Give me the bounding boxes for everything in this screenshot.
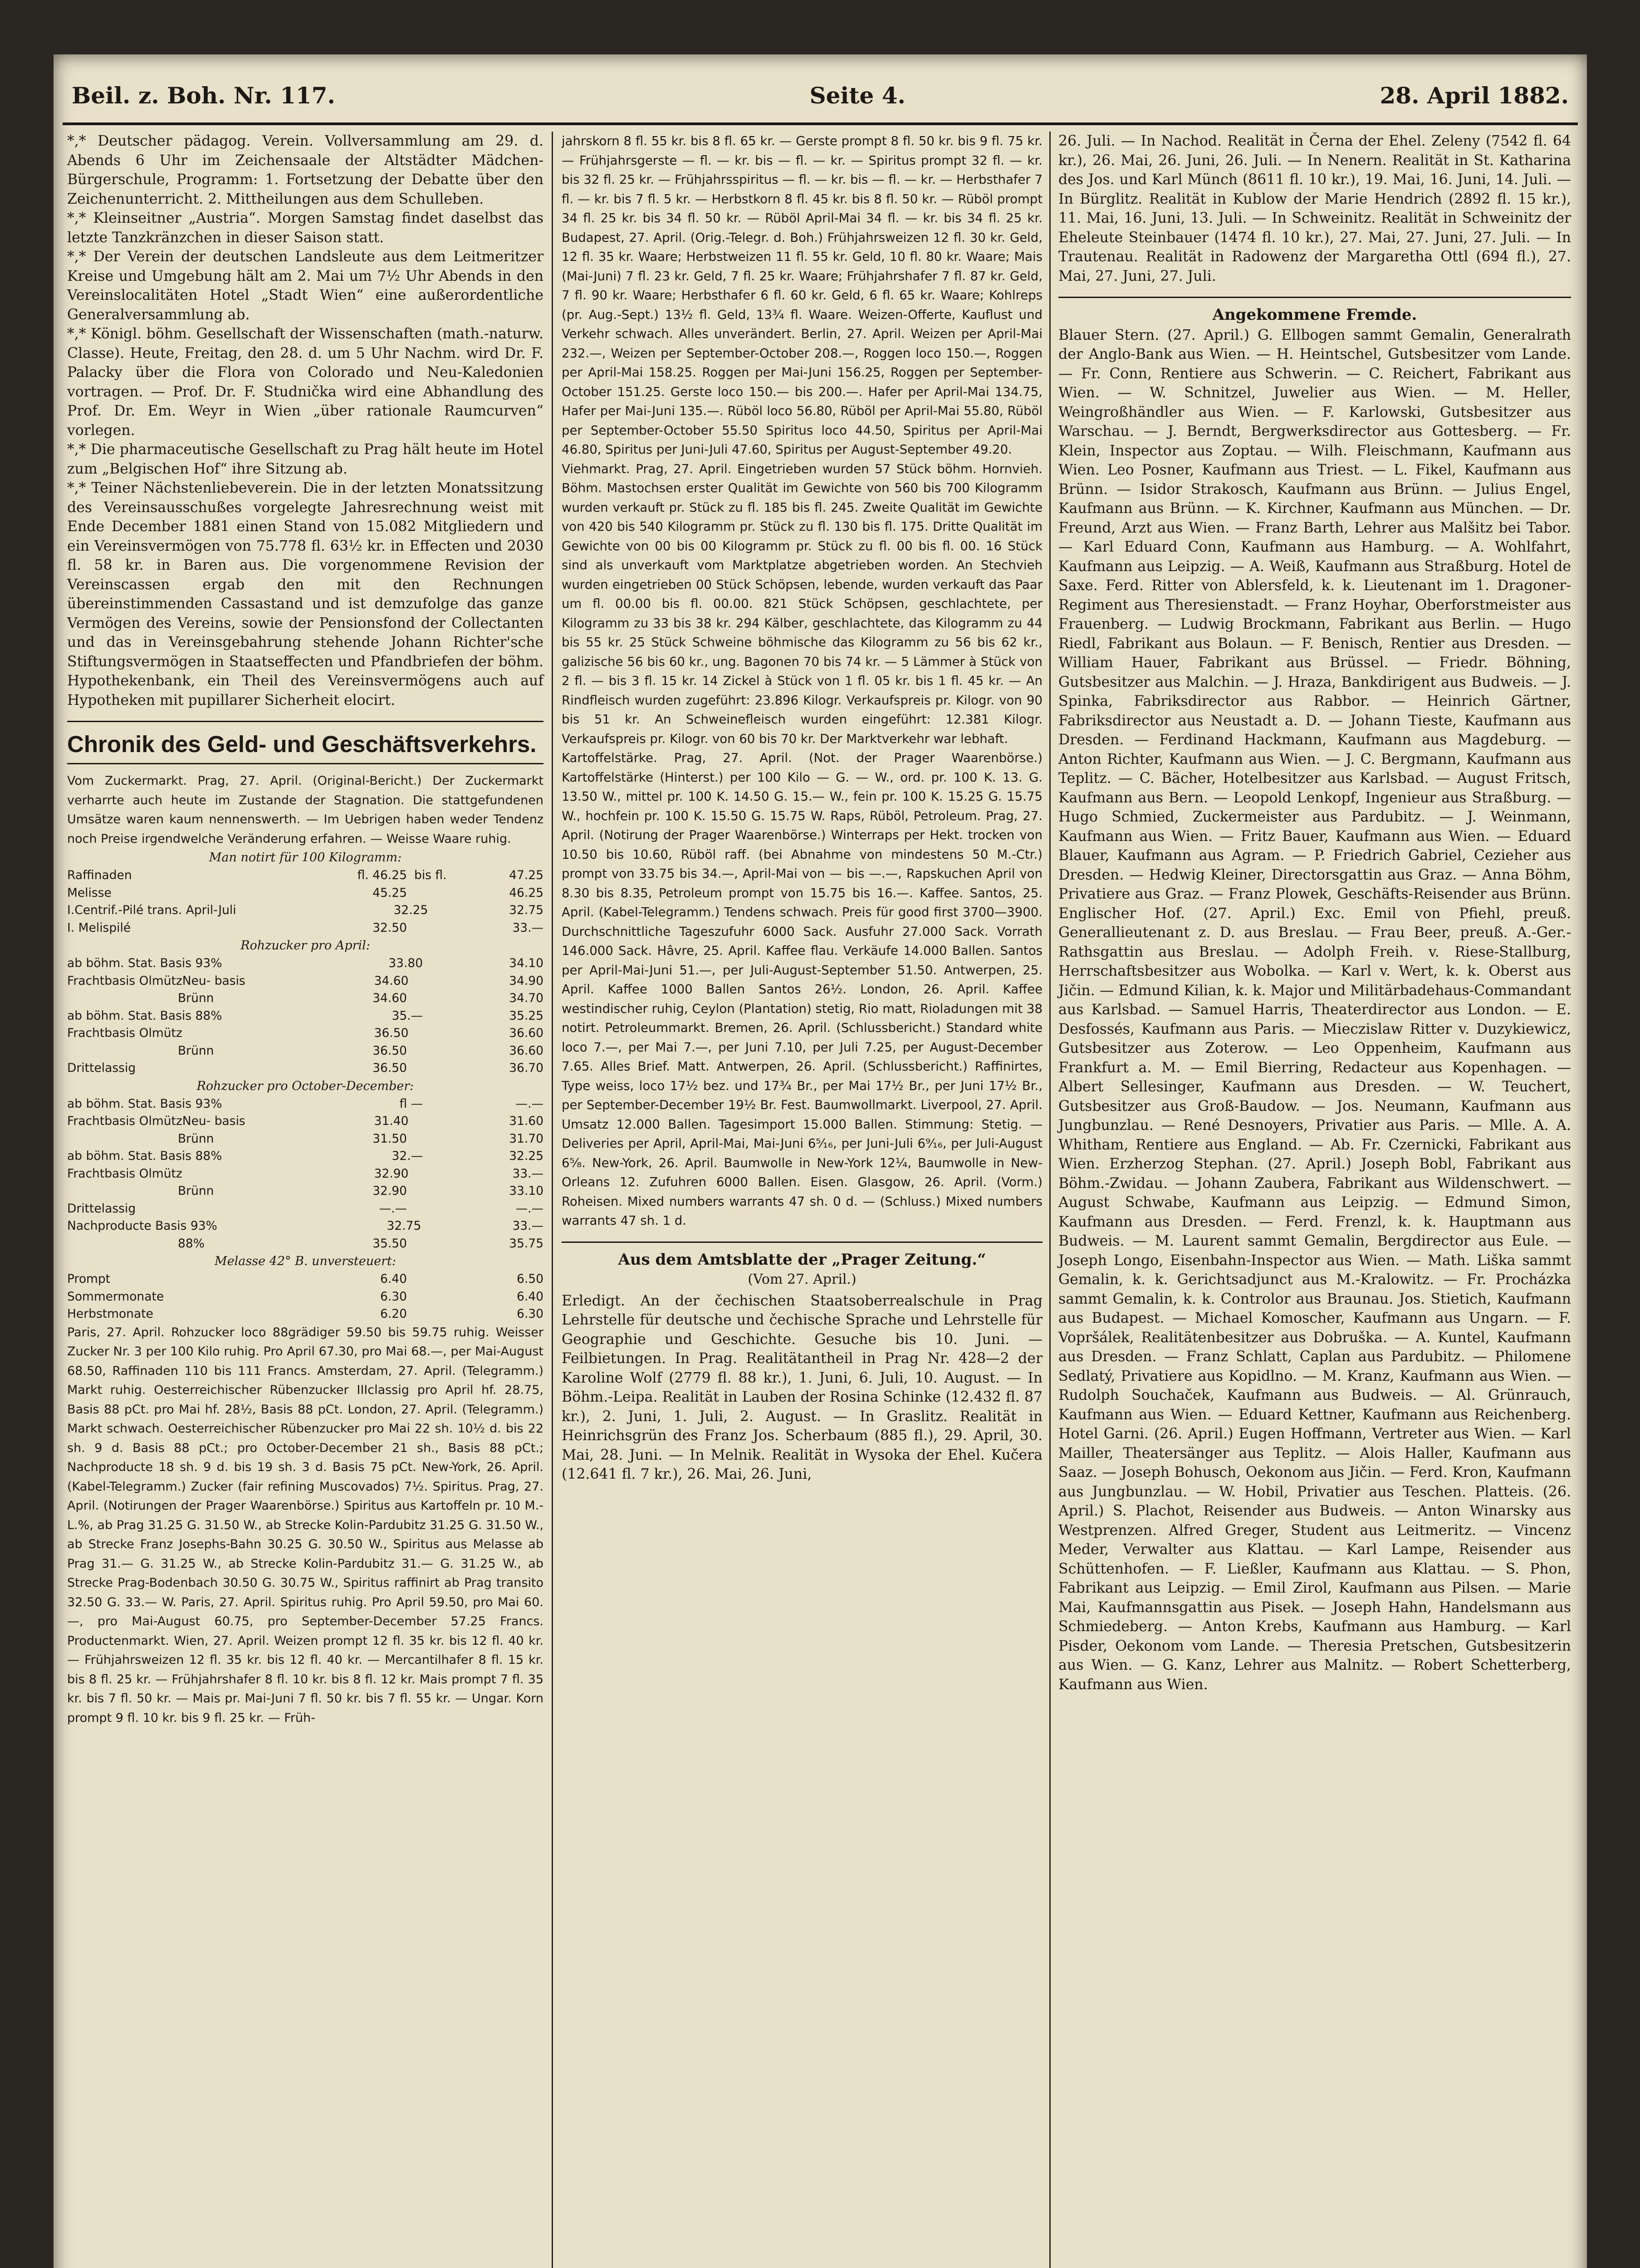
column-divider bbox=[1049, 132, 1051, 2268]
price-to: 6.50 bbox=[516, 1272, 543, 1286]
price-row bbox=[67, 1288, 543, 1306]
price-condition bbox=[236, 902, 366, 919]
market-reports: Paris, 27. April. Rohzucker loco 88grädiger 59.50 bis 59.75 ruhig. Weisser Zucker Nr. 3 per 100 Kilo ruhig. Pro April 67.30, pro Mai 68.—, per Mai-August 68.50, Raffinaden 110 bis 111 Francs. Amsterdam, 27. April. (Telegramm.) Markt ruhig. Oesterreichischer Rübenzucker IIIclassig pro April hf. 28.75, Basis 88 pCt. pro Mai hf. 28½, Basis 88 pCt. London, 27. April. (Telegramm.) Markt schwach. Oesterreichischer Rübenzucker pro Mai 22 sh. 10½ d. bis 22 sh. 9 d. Basis 88 pCt.; pro October-December 21 sh., Basis 88 pCt.; Nachproducte 18 sh. 9 d. bis 19 sh. 3 d. Basis 75 pCt. New-York, 26. April. (Kabel-Telegramm.) Zucker (fair refining Muscovados) 7½. Spiritus. Prag, 27. April. (Notirungen der Prager Waarenbörse.) Spiritus aus Kartoffeln pr. 10 M.-L.%, ab Prag 31.25 G. 31.50 W., ab Strecke Kolin-Pardubitz 31.25 G. 31.50 W., ab Strecke Franz Josephs-Bahn 30.25 G. 30.50 W., Spiritus aus Melasse ab Prag 31.— G. 31.25 W., ab Strecke Kolin-Pardubitz 31.— G. 31.25 W., ab Strecke Prag-Bodenbach 30.50 G. 30.75 W., Spiritus raffinirt ab Prag transito 32.50 G. 33.— W. Paris, 27. April. Spiritus ruhig. Pro April 59.50, pro Mai 60.—, pro Mai-August 60.75, pro September-December 57.25 Francs. Productenmarkt. Wien, 27. April. Weizen prompt 12 fl. 35 kr. bis 12 fl. 40 kr. — Frühjahrsweizen 12 fl. 35 kr. bis 12 fl. 40 kr. — Mercantilhafer 8 fl. 15 kr. bis 8 fl. 25 kr. — Frühjahrshafer 8 fl. 10 kr. bis 8 fl. 12 kr. Mais prompt 7 fl. 35 kr. bis 7 fl. 50 kr. — Mais pr. Mai-Juni 7 fl. 50 kr. bis 7 fl. 55 kr. — Ungar. Korn prompt 9 fl. 10 kr. bis 9 fl. 25 kr. — Früh- bbox=[67, 1325, 543, 1725]
price-row bbox=[67, 1165, 543, 1183]
price-condition bbox=[182, 1025, 335, 1042]
notice-gesellschaft-wissenschaften: *,* Königl. böhm. Gesellschaft der Wissenschaften (math.-naturw. Classe). Heute, Freitag, den 28. d. um 5 Uhr Nachm. wird Dr. F. Palacky über die Flora von Colorado und Neu-Kaledonien vortragen. — Prof. Dr. F. Studnička wird eine Abhandlung des Prof. Dr. Em. Weyr in Wien „über rationale Raumcurven“ vorlegen. bbox=[67, 326, 543, 439]
price-condition bbox=[217, 1217, 355, 1235]
price-condition bbox=[222, 1148, 357, 1165]
price-condition bbox=[178, 885, 332, 902]
price-condition bbox=[222, 1007, 357, 1025]
price-row bbox=[67, 1271, 543, 1288]
column-2 bbox=[562, 132, 1043, 2268]
price-to: 36.70 bbox=[509, 1061, 543, 1075]
price-label: Herbstmonate bbox=[67, 1307, 153, 1321]
price-condition bbox=[182, 1165, 335, 1183]
price-from: 6.30 bbox=[380, 1289, 407, 1304]
price-from: 6.20 bbox=[380, 1307, 407, 1321]
cattle-market-report: Viehmarkt. Prag, 27. April. Eingetrieben wurden 57 Stück böhm. Hornvieh. Böhm. Mastochsen erster Qualität im Gewichte von 560 bis 700 Kilogramm wurden verkauft pr. Stück zu fl. 185 bis fl. 245. Zweite Qualität im Gewichte von 420 bis 540 Kilogramm pr. Stück zu fl. 130 bis fl. 175. Dritte Qualität im Gewichte von 00 bis 00 Kilogramm pr. Stück zu fl. 00 bis fl. 00. 16 Stück sind als unverkauft vom Marktplatze abgetrieben worden. An Stechvieh wurden eingetrieben 00 Stück Schöpsen, lebende, wurden verkauft das Paar um fl. 00.00 bis fl. 00.00. 821 Stück Schöpsen, geschlachtete, per Kilogramm zu 33 bis 38 kr. 294 Kälber, geschlachtete, das Kilogramm zu 44 bis 55 kr. 25 Stück Schweine böhmische das Kilogramm zu 56 bis 62 kr., galizische 56 bis 60 kr., ung. Bagonen 70 bis 74 kr. — 5 Lämmer à Stück von 2 fl. — bis 3 fl. 15 kr. 14 Zickel à Stück von 1 fl. 05 kr. bis 1 fl. 45 kr. — An Rindfleisch wurden zugeführt: 23.896 Kilogr. Verkaufspreis pr. Kilogr. von 90 bis 51 kr. An Schweinefleisch wurden eingeführt: 12.381 Kilogr. Verkaufspreis pr. Kilogr. von 60 bis 70 kr. Der Marktverkehr war lebhaft. bbox=[562, 461, 1043, 746]
price-from: 36.50 bbox=[372, 1043, 407, 1058]
price-condition bbox=[178, 919, 332, 937]
notice-landsleute-verein: *,* Der Verein der deutschen Landsleute aus dem Leitmeritzer Kreise und Umgebung hält am 2. Mai um 7½ Uhr Abends in den Vereinslocalitäten Hotel „Stadt Wien“ eine außerordentliche Generalversammlung ab. bbox=[67, 249, 543, 323]
price-to: 33.— bbox=[512, 1219, 544, 1233]
price-from: 31.40 bbox=[374, 1114, 409, 1128]
price-from: 33.80 bbox=[388, 956, 423, 970]
price-table-heading: Melasse 42° B. unversteuert: bbox=[215, 1254, 396, 1268]
price-to: —.— bbox=[515, 1096, 543, 1111]
price-condition: Brünn bbox=[178, 1131, 214, 1146]
price-label: Frachtbasis Olmütz bbox=[67, 1026, 182, 1040]
price-row bbox=[67, 1217, 543, 1235]
column-1 bbox=[67, 132, 543, 2268]
price-condition: Neu- basis bbox=[182, 973, 245, 988]
price-condition: Brünn bbox=[178, 1184, 214, 1198]
price-to: 33.— bbox=[512, 920, 543, 935]
price-from: 32.— bbox=[392, 1149, 423, 1163]
section-rule bbox=[67, 721, 543, 722]
price-to: 32.75 bbox=[509, 903, 543, 917]
price-from: 45.25 bbox=[372, 885, 407, 900]
price-row bbox=[67, 885, 543, 902]
grain-market-reports: jahrskorn 8 fl. 55 kr. bis 8 fl. 65 kr. — Gerste prompt 8 fl. 50 kr. bis 9 fl. 75 kr. — Frühjahrsgerste — fl. — kr. bis — fl. — kr. — Spiritus prompt 32 fl. — kr. bis 32 fl. 25 kr. — Frühjahrsspiritus — fl. — kr. bis — fl. — kr. — Herbsthafer 7 fl. — kr. bis 7 fl. 5 kr. — Herbstkorn 8 fl. 45 kr. bis 8 fl. 50 kr. — Rüböl prompt 34 fl. 25 kr. bis 34 fl. 50 kr. — Rüböl April-Mai 34 fl. — kr. bis 34 fl. 25 kr. Budapest, 27. April. (Orig.-Telegr. d. Boh.) Frühjahrsweizen 12 fl. 30 kr. Geld, 12 fl. 35 kr. Waare; Herbstweizen 11 fl. 55 kr. Geld, 10 fl. 80 kr. Waare; Mais (Mai-Juni) 7 fl. 23 kr. Geld, 7 fl. 25 kr. Waare; Frühjahrshafer 7 fl. 87 kr. Geld, 7 fl. 90 kr. Waare; Herbsthafer 6 fl. 60 kr. Geld, 6 fl. 65 kr. Waare; Kohlreps (pr. Aug.-Sept.) 13½ fl. Geld, 13¾ fl. Waare. Weizen-Offerte, Kauflust und Verkehr schwach. Alles unverändert. Berlin, 27. April. Weizen per April-Mai 232.—, Weizen per September-October 208.—, Roggen loco 150.—, Roggen per April-Mai 158.25. Roggen per Mai-Juni 156.25, Roggen per September-October 151.25. Gerste loco 150.— bis 200.—. Hafer per April-Mai 134.75, Hafer per Mai-Juni 135.—. Rüböl loco 56.80, Rüböl per April-Mai 55.80, Rüböl per September-October 55.50 Spiritus loco 44.50, Spiritus per April-Mai 46.80, Spiritus per Juni-Juli 47.60, Spiritus per August-September 49.20. bbox=[562, 134, 1043, 457]
price-from: 32.25 bbox=[393, 903, 428, 917]
price-row bbox=[67, 1025, 543, 1042]
header-rule bbox=[63, 122, 1578, 125]
header-date: 28. April 1882. bbox=[1380, 82, 1569, 109]
price-row bbox=[67, 1007, 543, 1025]
price-table-heading: Rohzucker pro April: bbox=[240, 938, 370, 953]
price-row bbox=[67, 1130, 543, 1148]
price-row bbox=[67, 1095, 543, 1113]
price-label: Frachtbasis Olmütz bbox=[67, 1114, 182, 1128]
official-gazette-date: (Vom 27. April.) bbox=[748, 1271, 857, 1287]
official-gazette-heading: Aus dem Amtsblatte der „Prager Zeitung.“ bbox=[618, 1250, 986, 1269]
price-row bbox=[67, 1113, 543, 1130]
price-condition: 88% bbox=[178, 1236, 205, 1251]
price-label bbox=[67, 1235, 178, 1253]
price-label: Frachtbasis Olmütz bbox=[67, 1166, 182, 1181]
price-table-heading: Man notirt für 100 Kilogramm: bbox=[209, 850, 402, 865]
price-to: 47.25 bbox=[509, 868, 543, 882]
section-rule bbox=[1058, 297, 1571, 298]
price-label: Sommermonate bbox=[67, 1289, 164, 1304]
price-condition bbox=[178, 1271, 332, 1288]
price-label bbox=[67, 990, 178, 1007]
price-to: 6.30 bbox=[516, 1307, 543, 1321]
price-to: 6.40 bbox=[516, 1289, 543, 1304]
price-row bbox=[67, 902, 543, 919]
price-from: fl. 46.25 bbox=[357, 868, 407, 882]
price-label: Melisse bbox=[67, 885, 112, 900]
price-to: 34.70 bbox=[509, 991, 543, 1005]
price-row bbox=[67, 1235, 543, 1253]
price-to: 33.10 bbox=[509, 1184, 543, 1198]
price-from: 32.90 bbox=[372, 1184, 407, 1198]
price-table-3 bbox=[67, 1095, 543, 1253]
price-label: Frachtbasis Olmütz bbox=[67, 973, 182, 988]
price-row bbox=[67, 919, 543, 937]
price-label: ab böhm. Stat. Basis 88% bbox=[67, 1008, 222, 1023]
price-row: Raffinaden fl. 46.25 bis fl. 47.25 bbox=[67, 867, 543, 885]
notice-austria: *,* Kleinseitner „Austria“. Morgen Samstag findet daselbst das letzte Tanzkränzchen in dieser Saison statt. bbox=[67, 210, 543, 246]
price-from: 34.60 bbox=[372, 991, 407, 1005]
price-condition bbox=[178, 1060, 332, 1077]
arrivals-list: Blauer Stern. (27. April.) G. Ellbogen sammt Gemalin, Generalrath der Anglo-Bank aus Wien. — H. Heintschel, Gutsbesitzer vom Lande. — Fr. Conn, Rentiere aus Schwerin. — C. Reichert, Fabrikant aus Wien. — W. Schnitzel, Juwelier aus Wien. — M. Heller, Weingroßhändler aus Wien. — F. Karlowski, Gutsbesitzer aus Warschau. — J. Berndt, Bergwerksdirector aus Gottesberg. — Fr. Klein, Inspector aus Zoptau. — Wilh. Fleischmann, Kaufmann aus Wien. Leo Posner, Kaufmann aus Triest. — L. Fikel, Kaufmann aus Brünn. — Isidor Strakosch, Kaufmann aus Brünn. — Julius Engel, Kaufmann aus Brünn. — K. Kirchner, Kaufmann aus München. — Dr. Freund, Arzt aus Wien. — Franz Barth, Lehrer aus Malšitz bei Tabor. — Karl Eduard Conn, Kaufmann aus Hamburg. — A. Wohlfahrt, Kaufmann aus Leipzig. — A. Weiß, Kaufmann aus Straßburg. Hotel de Saxe. Ferd. Ritter von Ablersfeld, k. k. Lieutenant im 1. Dragoner-Regiment aus Theresienstadt. — Franz Hoyhar, Oberforstmeister aus Frauenberg. — Ludwig Brockmann, Fabrikant aus Berlin. — Hugo Riedl, Fabrikant aus Bolaun. — F. Benisch, Rentier aus Dresden. — William Hauer, Fabrikant aus Brüssel. — Friedr. Böhning, Gutsbesitzer aus Malchin. — J. Hraza, Bankdirigent aus Budweis. — J. Spinka, Fabriksdirector aus Rabbor. — Heinrich Gärtner, Fabriksdirector aus Neustadt a. D. — Johann Tieste, Kaufmann aus Dresden. — Ferdinand Hackmann, Kaufmann aus Magdeburg. — Anton Richter, Kaufmann aus Wien. — J. C. Bergmann, Kaufmann aus Teplitz. — C. Bächer, Hotelbesitzer aus Karlsbad. — August Fritsch, Kaufmann aus Bern. — Leopold Lenkopf, Ingenieur aus Straßburg. — Hugo Schmied, Zuckermeister aus Pardubitz. — J. Weinmann, Kaufmann aus Wien. — Fritz Bauer, Kaufmann aus Wien. — Eduard Blauer, Kaufmann aus Agram. — P. Friedrich Gabriel, Cezieher aus Dresden. — Hedwig Kleiner, Directorsgattin aus Graz. — Anna Böhm, Privatiere aus Graz. — Franz Plowek, Geschäfts-Reisender aus Brünn. Englischer Hof. (27. April.) Exc. Emil von Pfiehl, preuß. Generallieutenant z. D. aus Breslau. — Frau Beer, preuß. A.-Ger.-Rathsgattin aus Breslau. — Adolph Freih. v. Riese-Stallburg, Herrschaftsbesitzer aus Wobolka. — Karl v. Wert, k. k. Oberst aus Jičin. — Edmund Kilian, k. k. Major und Militärbadehaus-Commandant aus Karlsbad. — Samuel Harris, Theaterdirector aus London. — E. Desfossés, Kaufmann aus Paris. — Mieczislaw Ritter v. Duzykiewicz, Gutsbesitzer aus Zoterow. — Leo Oppenheim, Kaufmann aus Frankfurt a. M. — Emil Bierring, Redacteur aus Kopenhagen. — Albert Sellesinger, Kaufmann aus Dresden. — W. Teuchert, Gutsbesitzer aus Groß-Baudow. — Jos. Neumann, Kaufmann aus Jungbunzlau. — René Desnoyers, Privatier aus Paris. — Mlle. A. A. Whitham, Rentiere aus England. — Ab. Fr. Czernicki, Fabrikant aus Wien. Erzherzog Stephan. (27. April.) Joseph Bobl, Fabrikant aus Böhm.-Zwidau. — Johann Zaubera, Fabrikant aus Wildenschwert. — August Schwabe, Kaufmann aus Leipzig. — Edmund Simon, Kaufmann aus Dresden. — Ferd. Frenzl, k. k. Hauptmann aus Budweis. — M. Laurent sammt Gemalin, Bergdirector aus Eule. — Joseph Longo, Eisenbahn-Inspector aus Wien. — Math. Liška sammt Gemalin, k. k. Gerichtsadjunct aus M.-Kralowitz. — Fr. Procházka sammt Gemalin, k. k. Controlor aus Braunau. Jos. Stietich, Kaufmann aus Budapest. — Michael Komoscher, Kaufmann aus Ungarn. — F. Vopršálek, Realitätenbesitzer aus Dobruška. — A. Kuntel, Kaufmann aus Dresden. — Franz Schlatt, Caplan aus Pardubitz. — Philomene Sedlatý, Privatiere aus Kopidlno. — M. Kranz, Kaufmann aus Wien. — Rudolph Souchaček, Kaufmann aus Budweis. — Al. Grünrauch, Kaufmann aus Wien. — Eduard Kettner, Kaufmann aus Reichenberg. Hotel Garni. (26. April.) Eugen Hoffmann, Vertreter aus Wien. — Karl Mailler, Theatersänger aus Teplitz. — Alois Haller, Kaufmann aus Saaz. — Joseph Bohusch, Oekonom aus Jičin. — Ferd. Kron, Kaufmann aus Jungbunzlau. — W. Hobil, Privatier aus Teschen. Platteis. (26. April.) S. Plachot, Reisender aus Budweis. — Anton Winarsky aus Westprenzen. Alfred Greger, Student aus Leitmeritz. — Vincenz Meder, Verwalter aus Klattau. — Karl Lampe, Reisender aus Schüttenhofen. — F. Ließler, Kaufmann aus Klattau. — S. Phon, Fabrikant aus Leipzig. — Emil Zirol, Kaufmann aus Pilsen. — Marie Mai, Kaufmannsgattin aus Pisek. — Joseph Hahn, Handelsmann aus Schmiedeberg. — Anton Krebs, Kaufmann aus Hamburg. — Karl Pisder, Oekonom vom Lande. — Theresia Pretschen, Gutsbesitzerin aus Wien. — G. Kanz, Lehrer aus Malnitz. — Robert Schetterberg, Kaufmann aus Wien. bbox=[1058, 327, 1571, 1693]
price-to: 34.10 bbox=[509, 956, 543, 970]
price-to: 35.75 bbox=[509, 1236, 543, 1251]
page-header bbox=[54, 73, 1587, 118]
arrivals-heading: Angekommene Fremde. bbox=[1212, 306, 1417, 324]
header-page-number: Seite 4. bbox=[809, 82, 906, 109]
price-to: 31.70 bbox=[509, 1131, 543, 1146]
price-label bbox=[67, 1042, 178, 1060]
price-from: 36.50 bbox=[372, 1061, 407, 1075]
price-row bbox=[67, 1183, 543, 1200]
price-from: —.— bbox=[379, 1201, 407, 1216]
price-row bbox=[67, 1305, 543, 1323]
price-label: I. Melispilé bbox=[67, 920, 131, 935]
price-to: 36.60 bbox=[509, 1026, 543, 1040]
price-row bbox=[67, 1148, 543, 1165]
price-label: Nachproducte Basis 93% bbox=[67, 1219, 217, 1233]
price-to: 33.— bbox=[512, 1166, 543, 1181]
price-row bbox=[67, 973, 543, 990]
price-from: 6.40 bbox=[380, 1272, 407, 1286]
notice-paedagog-verein: *,* Deutscher pädagog. Verein. Vollversammlung am 29. d. Abends 6 Uhr im Zeichensaale der Altstädter Mädchen-Bürgerschule, Programm: 1. Fortsetzung der Debatte über den Zeichenunterricht. 2. Mittheilungen aus dem Schulleben. bbox=[67, 133, 543, 207]
header-issue: Beil. z. Boh. Nr. 117. bbox=[72, 82, 335, 109]
price-condition bbox=[222, 1095, 357, 1113]
price-to: 35.25 bbox=[509, 1008, 543, 1023]
price-label: I.Centrif.-Pilé trans. April-Juli bbox=[67, 903, 236, 917]
price-row bbox=[67, 1042, 543, 1060]
price-condition: Neu- basis bbox=[182, 1114, 245, 1128]
price-from: 35.50 bbox=[372, 1236, 407, 1251]
price-from: 32.50 bbox=[372, 920, 407, 935]
price-condition bbox=[178, 867, 332, 885]
newspaper-page bbox=[54, 54, 1587, 2268]
price-to: 32.25 bbox=[509, 1149, 543, 1163]
price-row bbox=[67, 1200, 543, 1218]
column-3 bbox=[1058, 132, 1571, 2268]
price-condition: Brünn bbox=[178, 1043, 214, 1058]
price-from: fl — bbox=[399, 1096, 423, 1111]
price-table-heading: Rohzucker pro October-December: bbox=[196, 1079, 414, 1093]
price-from: 36.50 bbox=[374, 1026, 409, 1040]
price-condition bbox=[178, 1305, 332, 1323]
column-divider bbox=[552, 132, 553, 2268]
price-label: Prompt bbox=[67, 1272, 111, 1286]
price-table-2 bbox=[67, 955, 543, 1077]
section-rule bbox=[562, 1242, 1043, 1243]
price-condition bbox=[178, 1200, 332, 1218]
price-to: 36.60 bbox=[509, 1043, 543, 1058]
price-row bbox=[67, 990, 543, 1007]
price-table-4 bbox=[67, 1271, 543, 1323]
price-label bbox=[67, 1130, 178, 1148]
price-row bbox=[67, 1060, 543, 1077]
section-rule bbox=[67, 763, 543, 764]
price-condition bbox=[222, 955, 357, 973]
chronicle-heading: Chronik des Geld- und Geschäftsverkehrs. bbox=[67, 731, 537, 757]
commodity-reports: Kartoffelstärke. Prag, 27. April. (Not. der Prager Waarenbörse.) Kartoffelstärke (Hinterst.) per 100 Kilo — G. — W., ord. pr. 100 K. 13. G. 13.50 W., mittel pr. 100 K. 14.50 G. 15.— W., fein pr. 100 K. 15.25 G. 15.75 W., hochfein pr. 100 K. 15.50 G. 15.75 W. Raps, Rüböl, Petroleum. Prag, 27. April. (Notirung der Prager Waarenbörse.) Winterraps per Hekt. trocken von 10.50 bis 10.60, Rüböl raff. (bei Abnahme von mindestens 50 M.-Ctr.) prompt von 33.75 bis 34.—, April-Mai von — bis —.—, Rapskuchen April von 8.30 bis 8.35, Petroleum prompt von 15.75 bis 16.—. Kaffee. Santos, 25. April. (Kabel-Telegramm.) Tendens schwach. Preis für good first 3700—3900. Durchschnittliche Tageszufuhr 6000 Sack. Ausfuhr 27.000 Sack. Vorrath 146.000 Sack. Hâvre, 25. April. Kaffee flau. Verkäufe 14.000 Ballen. Santos per April-Mai-Juni 51.—, per Juli-August-September 51.50. Antwerpen, 25. April. Kaffee 1000 Ballen Santos 26½. London, 26. April. Kaffee westindischer ruhig, Ceylon (Plantation) stetig, Rio matt, Rioladungen mit 38 notirt. Petroleummarkt. Bremen, 26. April. (Schlussbericht.) Standard white loco 7.—, per Mai 7.—, per Juni 7.10, per Juli 7.25, per August-December 7.65. Alles Brief. Matt. Antwerpen, 26. April. (Schlussbericht.) Raffinirtes, Type weiss, loco 17½ bez. und 17¾ Br., per Mai 17½ Br., per Juni 17½ Br., per September-December 19½ Br. Fest. Baumwollmarkt. Liverpool, 27. April. Umsatz 12.000 Ballen. Tagesimport 15.000 Ballen. Stimmung: Stetig. — Deliveries per April, April-Mai, Mai-Juni 6⁵⁄₁₆, per Juni-Juli 6⁹⁄₁₆, per Juli-August 6⁵⁄₈. New-York, 26. April. Baumwolle in New-York 12¼, Baumwolle in New-Orleans 12. Zufuhren 6000 Ballen. Eisen. Glasgow, 26. April. (Vorm.) Roheisen. Mixed numbers warrants 47 sh. 0 d. — (Schluss.) Mixed numbers warrants 47 sh. 1 d. bbox=[562, 751, 1043, 1228]
price-to: 31.60 bbox=[509, 1114, 543, 1128]
price-condition: Brünn bbox=[178, 991, 214, 1005]
price-to: 34.90 bbox=[509, 973, 543, 988]
price-label bbox=[67, 1183, 178, 1200]
court-auctions-continued: 26. Juli. — In Nachod. Realität in Černa der Ehel. Zeleny (7542 fl. 64 kr.), 26. Mai, 26. Juni, 26. Juli. — In Nenern. Realität in St. Katharina des Jos. und Karl Münch (8611 fl. 10 kr.), 19. Mai, 16. Juni, 14. Juli. — In Bürglitz. Realität in Kublow der Marie Hendrich (2892 fl. 15 kr.), 11. Mai, 16. Juni, 13. Juli. — In Schweinitz. Realität in Schweinitz der Eheleute Steinbauer (1474 fl. 10 kr.), 27. Mai, 27. Juni, 27. Juli. — In Trautenau. Realität in Radowenz der Margaretha Ottl (694 fl.), 27. Mai, 27. Juni, 27. Juli. bbox=[1058, 133, 1571, 284]
price-label: ab böhm. Stat. Basis 93% bbox=[67, 956, 222, 970]
price-from: 32.75 bbox=[387, 1219, 421, 1233]
sugar-market-report: Vom Zuckermarkt. Prag, 27. April. (Original-Bericht.) Der Zuckermarkt verharrte auch heute im Zustande der Stagnation. Die stattgefundenen Umsätze waren kaum nennenswerth. — Im Uebrigen haben weder Tendenz noch Preise irgendwelche Veränderung erfahren. — Weisse Waare ruhig. bbox=[67, 774, 543, 846]
price-to: —.— bbox=[515, 1201, 543, 1216]
price-label: Raffinaden bbox=[67, 868, 132, 882]
price-condition bbox=[178, 1288, 332, 1306]
price-from: 31.50 bbox=[372, 1131, 407, 1146]
price-label: Drittelassig bbox=[67, 1201, 136, 1216]
notice-pharmaceutische-gesellschaft: *,* Die pharmaceutische Gesellschaft zu Prag hält heute im Hotel zum „Belgischen Hof“ ihre Sitzung ab. bbox=[67, 441, 543, 477]
price-from: 35.— bbox=[392, 1008, 423, 1023]
price-label: ab böhm. Stat. Basis 93% bbox=[67, 1096, 222, 1111]
price-label: ab böhm. Stat. Basis 88% bbox=[67, 1149, 222, 1163]
official-gazette-text: Erledigt. An der čechischen Staatsoberrealschule in Prag Lehrstelle für deutsche und čechische Sprache und Lehrstelle für Geographie und Geschichte. Gesuche bis 10. Juni. — Feilbietungen. In Prag. Realitätantheil in Prag Nr. 428—2 der Karoline Wolf (2779 fl. 88 kr.), 1. Juni, 6. Juli, 10. August. — In Böhm.-Leipa. Realität in Lauben der Rosina Schinke (12.432 fl. 87 kr.), 2. Juni, 1. Juli, 2. August. — In Graslitz. Realität in Heinrichsgrün des Franz Jos. Scherbaum (885 fl.), 29. April, 30. Mai, 28. Juni. — In Melnik. Realität in Wysoka der Ehel. Kučera (12.641 fl. 7 kr.), 26. Mai, 26. Juni, bbox=[562, 1292, 1043, 1482]
notice-naechstenliebeverein: *,* Teiner Nächstenliebeverein. Die in der letzten Monatssitzung des Vereinsausschußes vorgelegte Jahresrechnung weist mit Ende December 1881 einen Stand von 15.082 Mitgliedern und ein Vereinsvermögen von 75.778 fl. 63½ kr. in Effecten und 2030 fl. 58 kr. in Baren aus. Die vorgenommene Revision der Vereinscassen ergab den mit den Rechnungen übereinstimmenden Cassastand und ist demzufolge das ganze Vermögen des Vereins, sowie der Pensionsfond der Collectanten und das in Vereinsgebahrung stehende Johann Richter'sche Stiftungsvermögen in Staatseffecten und Pfandbriefen der böhm. Hypothekenbank, ein Theil des Vereinsvermögens auch auf Hypotheken mit pupillarer Sicherheit elocirt. bbox=[67, 480, 543, 709]
price-from: 34.60 bbox=[374, 973, 409, 988]
price-table-1 bbox=[67, 867, 543, 937]
price-from: 32.90 bbox=[374, 1166, 409, 1181]
price-row bbox=[67, 955, 543, 973]
price-to: 46.25 bbox=[509, 885, 543, 900]
price-label: Drittelassig bbox=[67, 1061, 136, 1075]
